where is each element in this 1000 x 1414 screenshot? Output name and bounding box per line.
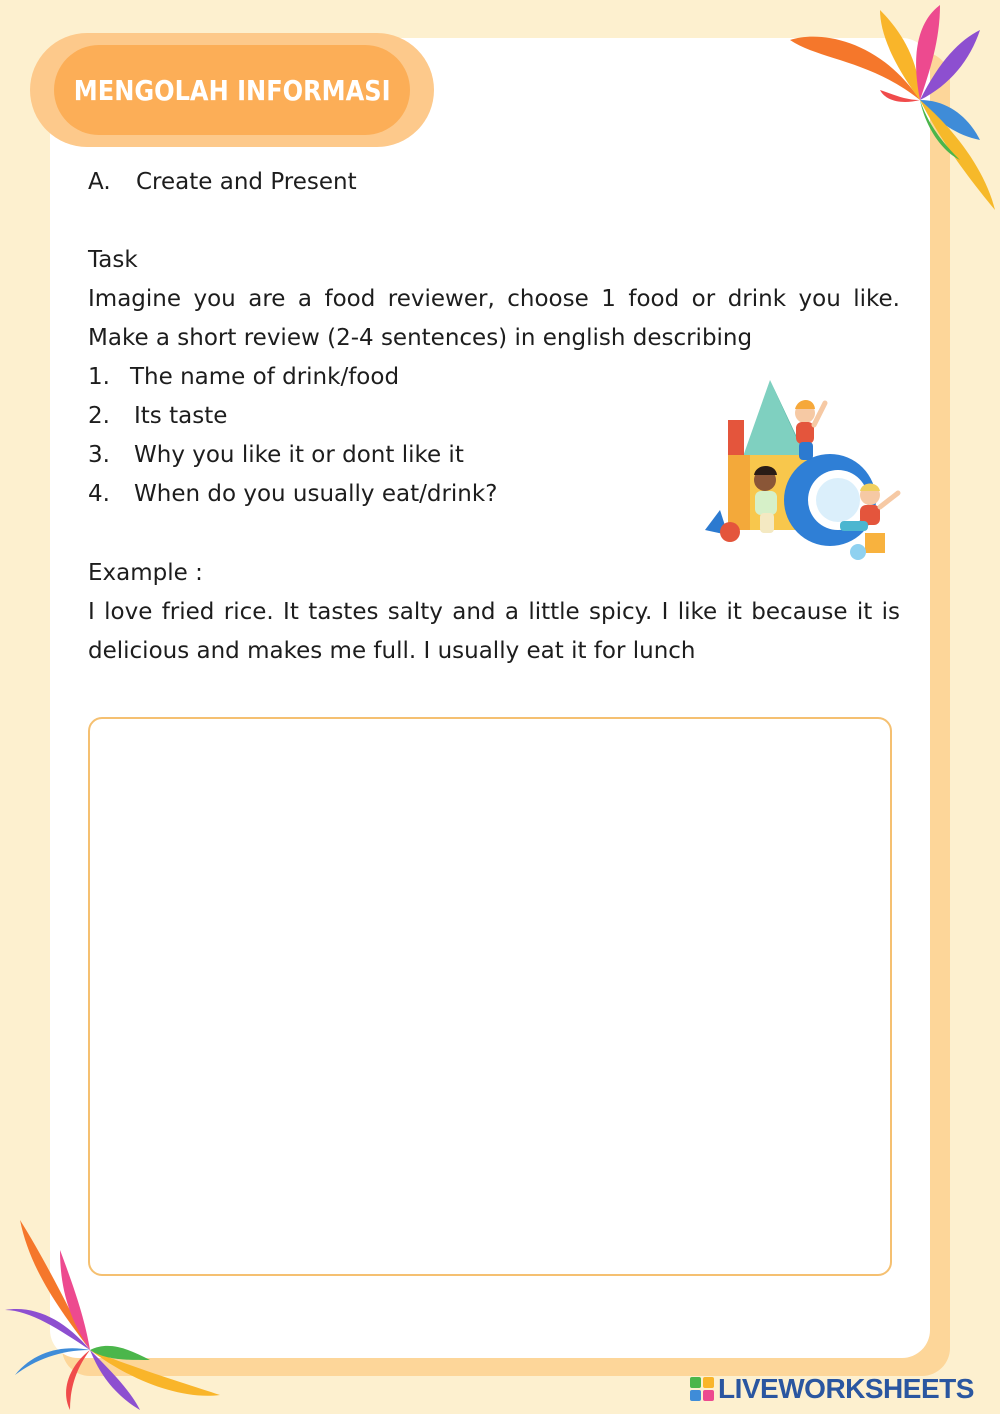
section-heading xyxy=(88,163,900,202)
task-instruction: Imagine you are a food reviewer, choose 1 food or drink you like. Make a short review (2-4 sentences) in english describing xyxy=(88,286,900,351)
task-label: Task xyxy=(88,247,138,273)
page-title: MENGOLAH INFORMASI xyxy=(73,73,391,107)
list-marker: 3. xyxy=(88,442,110,468)
answer-input-box[interactable] xyxy=(88,717,892,1276)
kids-playing-illustration xyxy=(700,375,910,565)
section-marker: A. xyxy=(88,169,111,195)
list-item-text: Why you like it or dont like it xyxy=(134,442,464,468)
list-item-text: Its taste xyxy=(134,403,228,429)
example-text: I love fried rice. It tastes salty and a little spicy. I like it because it is delicious and makes me full. I usually eat it for lunch xyxy=(88,599,900,664)
list-marker: 2. xyxy=(88,403,110,429)
example-label: Example : xyxy=(88,560,203,586)
liveworksheets-logo-icon xyxy=(690,1377,714,1401)
list-marker: 4. xyxy=(88,481,110,507)
section-title: Create and Present xyxy=(136,169,357,195)
list-item-text: When do you usually eat/drink? xyxy=(134,481,498,507)
list-marker: 1. xyxy=(88,364,110,390)
header-badge xyxy=(54,45,410,135)
footer-brand xyxy=(690,1372,974,1406)
list-item-text: The name of drink/food xyxy=(130,364,400,390)
brand-name: LIVEWORKSHEETS xyxy=(718,1373,974,1404)
